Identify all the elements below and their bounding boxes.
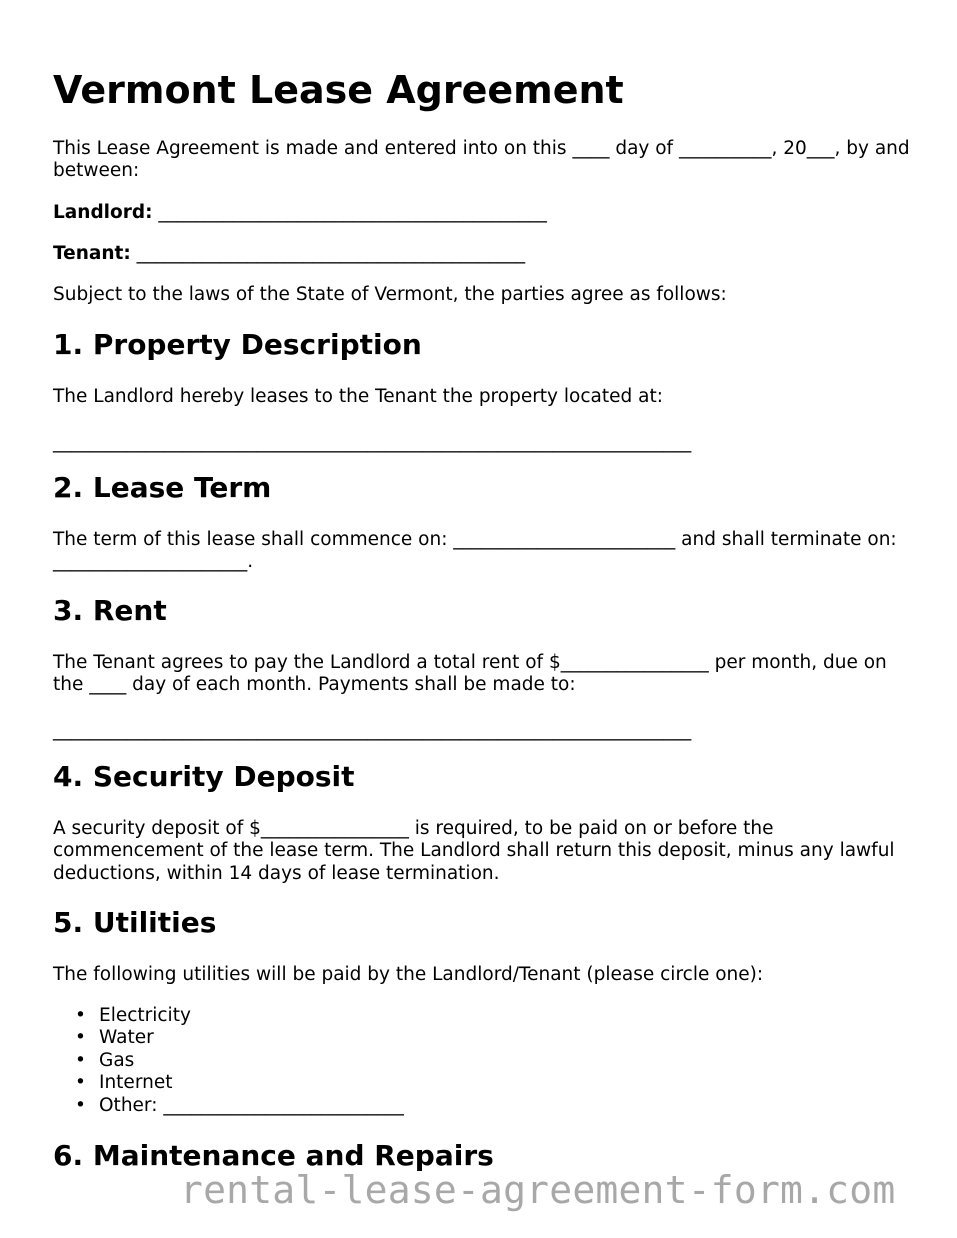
- property-address-blank: _____________________________________________________________________: [53, 432, 692, 453]
- section-heading-utilities: 5. Utilities: [53, 906, 217, 939]
- landlord-blank: __________________________________________: [158, 202, 547, 223]
- list-item: • Electricity: [53, 1005, 404, 1027]
- intro-paragraph: This Lease Agreement is made and entered into on this ____ day of __________, 20___, by and between:: [53, 138, 910, 182]
- list-item: • Internet: [53, 1072, 404, 1094]
- lease-term-text: The term of this lease shall commence on: ________________________ and shall terminate on: _____________________.: [53, 529, 897, 573]
- section-heading-lease-term: 2. Lease Term: [53, 471, 272, 504]
- list-item: • Water: [53, 1027, 404, 1049]
- section-heading-rent: 3. Rent: [53, 594, 167, 627]
- tenant-line: [53, 243, 913, 265]
- security-deposit-text: A security deposit of $________________ is required, to be paid on or before the commencement of the lease term. The Landlord shall return this deposit, minus any lawful deductions, within 14 days of lease termination.: [53, 818, 895, 884]
- tenant-label: Tenant:: [53, 243, 131, 264]
- section-heading-security-deposit: 4. Security Deposit: [53, 760, 355, 793]
- section-heading-property: 1. Property Description: [53, 328, 422, 361]
- subject-paragraph: Subject to the laws of the State of Vermont, the parties agree as follows:: [53, 284, 727, 305]
- list-item: • Gas: [53, 1050, 404, 1072]
- document-title: Vermont Lease Agreement: [53, 68, 624, 112]
- list-item: • Other: __________________________: [53, 1095, 404, 1117]
- rent-payee-blank: _____________________________________________________________________: [53, 720, 692, 741]
- landlord-label: Landlord:: [53, 202, 153, 223]
- rent-text: The Tenant agrees to pay the Landlord a total rent of $________________ per month, due on the ____ day of each month. Payments shall be made to:: [53, 652, 887, 696]
- landlord-line: [53, 202, 913, 224]
- utilities-list: [53, 1005, 404, 1117]
- section-heading-maintenance: 6. Maintenance and Repairs: [53, 1139, 494, 1172]
- utilities-text: The following utilities will be paid by the Landlord/Tenant (please circle one):: [53, 964, 764, 985]
- watermark-text: rental-lease-agreement-form.com: [180, 1168, 896, 1212]
- property-text: The Landlord hereby leases to the Tenant the property located at:: [53, 386, 663, 407]
- tenant-blank: __________________________________________: [136, 243, 526, 264]
